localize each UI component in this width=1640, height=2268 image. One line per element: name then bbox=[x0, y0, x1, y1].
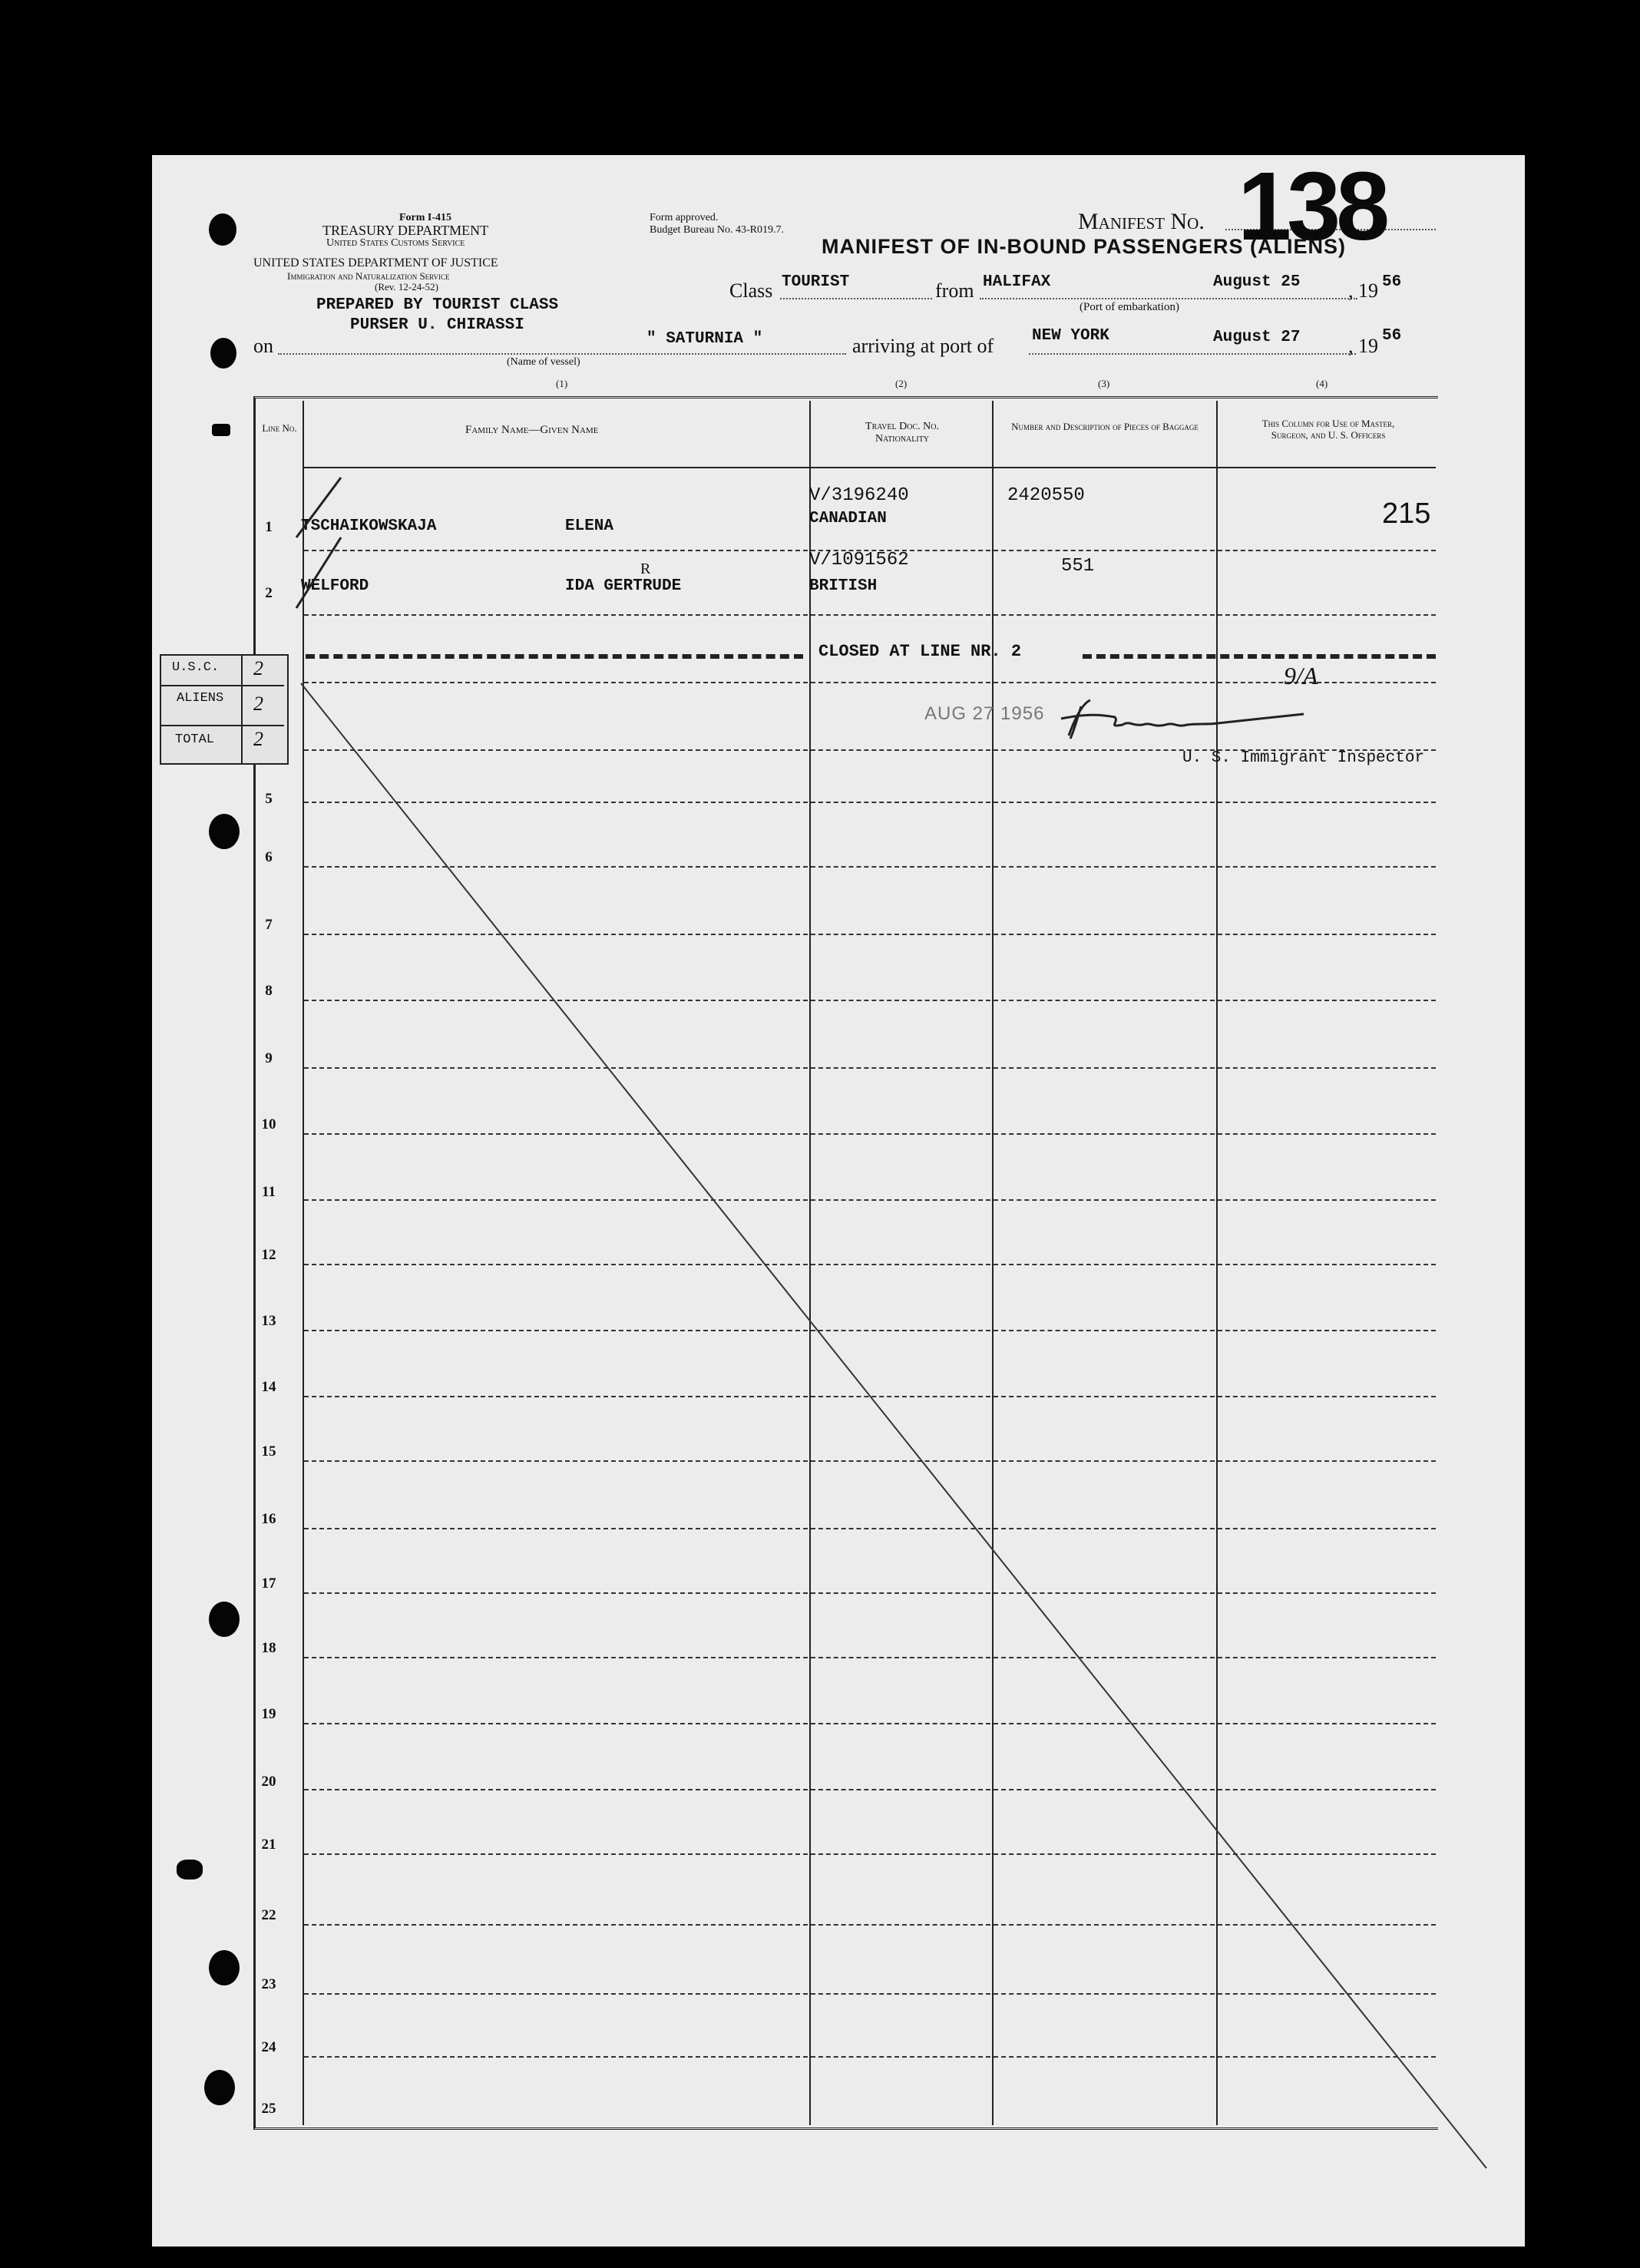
arriving-label: arriving at port of bbox=[852, 335, 994, 357]
row-number: 13 bbox=[261, 1313, 276, 1329]
arrival-port: NEW YORK bbox=[1032, 327, 1109, 345]
vessel-caption: (Name of vessel) bbox=[507, 356, 580, 368]
on-label: on bbox=[253, 335, 273, 357]
passenger-2-family: WELFORD bbox=[301, 577, 369, 595]
closed-text: CLOSED AT LINE NR. 2 bbox=[818, 642, 1022, 661]
prepared-line-1: PREPARED BY TOURIST CLASS bbox=[316, 296, 559, 314]
row-number: 25 bbox=[261, 2101, 276, 2117]
tally-aliens-value: 2 bbox=[253, 693, 263, 715]
row-number: 9 bbox=[265, 1050, 273, 1066]
ins-service: Immigration and Naturalization Service bbox=[287, 270, 450, 282]
row-number: 14 bbox=[261, 1379, 276, 1395]
row-number: 16 bbox=[261, 1511, 276, 1527]
travel-doc-header: Travel Doc. No. Nationality bbox=[865, 421, 939, 445]
year-prefix-1: , 19 bbox=[1348, 279, 1378, 302]
manifest-number: 138 bbox=[1238, 152, 1386, 260]
passenger-2-nationality: BRITISH bbox=[809, 577, 878, 595]
row-number: 7 bbox=[265, 917, 273, 933]
handwritten-initials: 9/A bbox=[1284, 662, 1318, 689]
col-num-3: (3) bbox=[1098, 378, 1110, 389]
manifest-no-label: Manifest No. bbox=[1078, 209, 1205, 234]
officers-header: This Column for Use of Master, Surgeon, and U. S. Officers bbox=[1261, 418, 1395, 441]
from-value: HALIFAX bbox=[983, 273, 1051, 291]
depart-year: 56 bbox=[1382, 273, 1402, 291]
class-label: Class bbox=[729, 279, 773, 302]
tally-uscs-value: 2 bbox=[253, 657, 263, 679]
row-number: 24 bbox=[261, 2039, 276, 2055]
passenger-1-baggage: 2420550 bbox=[1007, 485, 1085, 506]
col-num-1: (1) bbox=[556, 378, 568, 389]
row-number: 6 bbox=[265, 849, 273, 865]
row-number: 19 bbox=[261, 1706, 276, 1722]
passenger-1-note: 215 bbox=[1382, 498, 1431, 530]
passenger-1-family: TSCHAIKOWSKAJA bbox=[301, 517, 437, 535]
row-number: 12 bbox=[261, 1247, 276, 1263]
row-number: 5 bbox=[265, 791, 273, 807]
tally-uscs-label: U.S.C. bbox=[172, 660, 220, 675]
row-number: 1 bbox=[265, 519, 273, 535]
justice-dept: UNITED STATES DEPARTMENT OF JUSTICE bbox=[253, 256, 498, 269]
arrival-year: 56 bbox=[1382, 327, 1402, 345]
passenger-1-given: ELENA bbox=[565, 517, 614, 535]
row-number: 18 bbox=[261, 1640, 276, 1656]
tally-aliens-label: ALIENS bbox=[177, 691, 224, 706]
row-number: 10 bbox=[261, 1116, 276, 1132]
tally-total-label: TOTAL bbox=[175, 732, 215, 747]
customs-service: United States Customs Service bbox=[326, 237, 465, 249]
row-number: 8 bbox=[265, 983, 273, 999]
budget-bureau: Budget Bureau No. 43-R019.7. bbox=[650, 224, 784, 236]
port-caption: (Port of embarkation) bbox=[1080, 301, 1179, 313]
col-num-4: (4) bbox=[1316, 378, 1328, 389]
passenger-2-given: IDA GERTRUDE bbox=[565, 577, 682, 595]
year-prefix-2: , 19 bbox=[1348, 335, 1378, 357]
depart-date: August 25 bbox=[1213, 273, 1301, 291]
row-number: 22 bbox=[261, 1907, 276, 1923]
arrival-date: August 27 bbox=[1213, 329, 1301, 346]
prepared-line-2: PURSER U. CHIRASSI bbox=[350, 316, 524, 334]
passenger-2-baggage: 551 bbox=[1061, 556, 1095, 577]
row-number: 21 bbox=[261, 1837, 276, 1853]
revision: (Rev. 12-24-52) bbox=[375, 281, 438, 293]
vessel-name: " SATURNIA " bbox=[646, 330, 763, 348]
row-number: 17 bbox=[261, 1575, 276, 1592]
name-header: Family Name—Given Name bbox=[465, 424, 599, 436]
row-number: 11 bbox=[262, 1184, 276, 1200]
form-number: Form I-415 bbox=[399, 212, 452, 223]
from-label: from bbox=[935, 279, 974, 302]
row-number: 2 bbox=[265, 585, 273, 601]
inspector-caption: U. S. Immigrant Inspector bbox=[1182, 749, 1425, 767]
class-value: TOURIST bbox=[782, 273, 850, 291]
col-num-2: (2) bbox=[895, 378, 908, 389]
tally-total-value: 2 bbox=[253, 728, 263, 750]
passenger-2-doc: V/1091562 bbox=[809, 550, 909, 570]
correction-mark: R bbox=[640, 560, 651, 577]
form-approved: Form approved. bbox=[650, 212, 719, 223]
row-number: 20 bbox=[261, 1774, 276, 1790]
row-number: 15 bbox=[261, 1443, 276, 1460]
line-no-header: Line No. bbox=[262, 422, 297, 434]
passenger-1-doc: V/3196240 bbox=[809, 485, 909, 506]
arrival-stamp: AUG 27 1956 bbox=[924, 703, 1045, 724]
treasury-dept: TREASURY DEPARTMENT bbox=[322, 223, 489, 238]
row-number: 23 bbox=[261, 1976, 276, 1992]
baggage-header: Number and Description of Pieces of Baggage bbox=[1011, 421, 1199, 432]
passenger-1-nationality: CANADIAN bbox=[809, 510, 887, 527]
manifest-title: MANIFEST OF IN-BOUND PASSENGERS (ALIENS) bbox=[822, 235, 1347, 258]
